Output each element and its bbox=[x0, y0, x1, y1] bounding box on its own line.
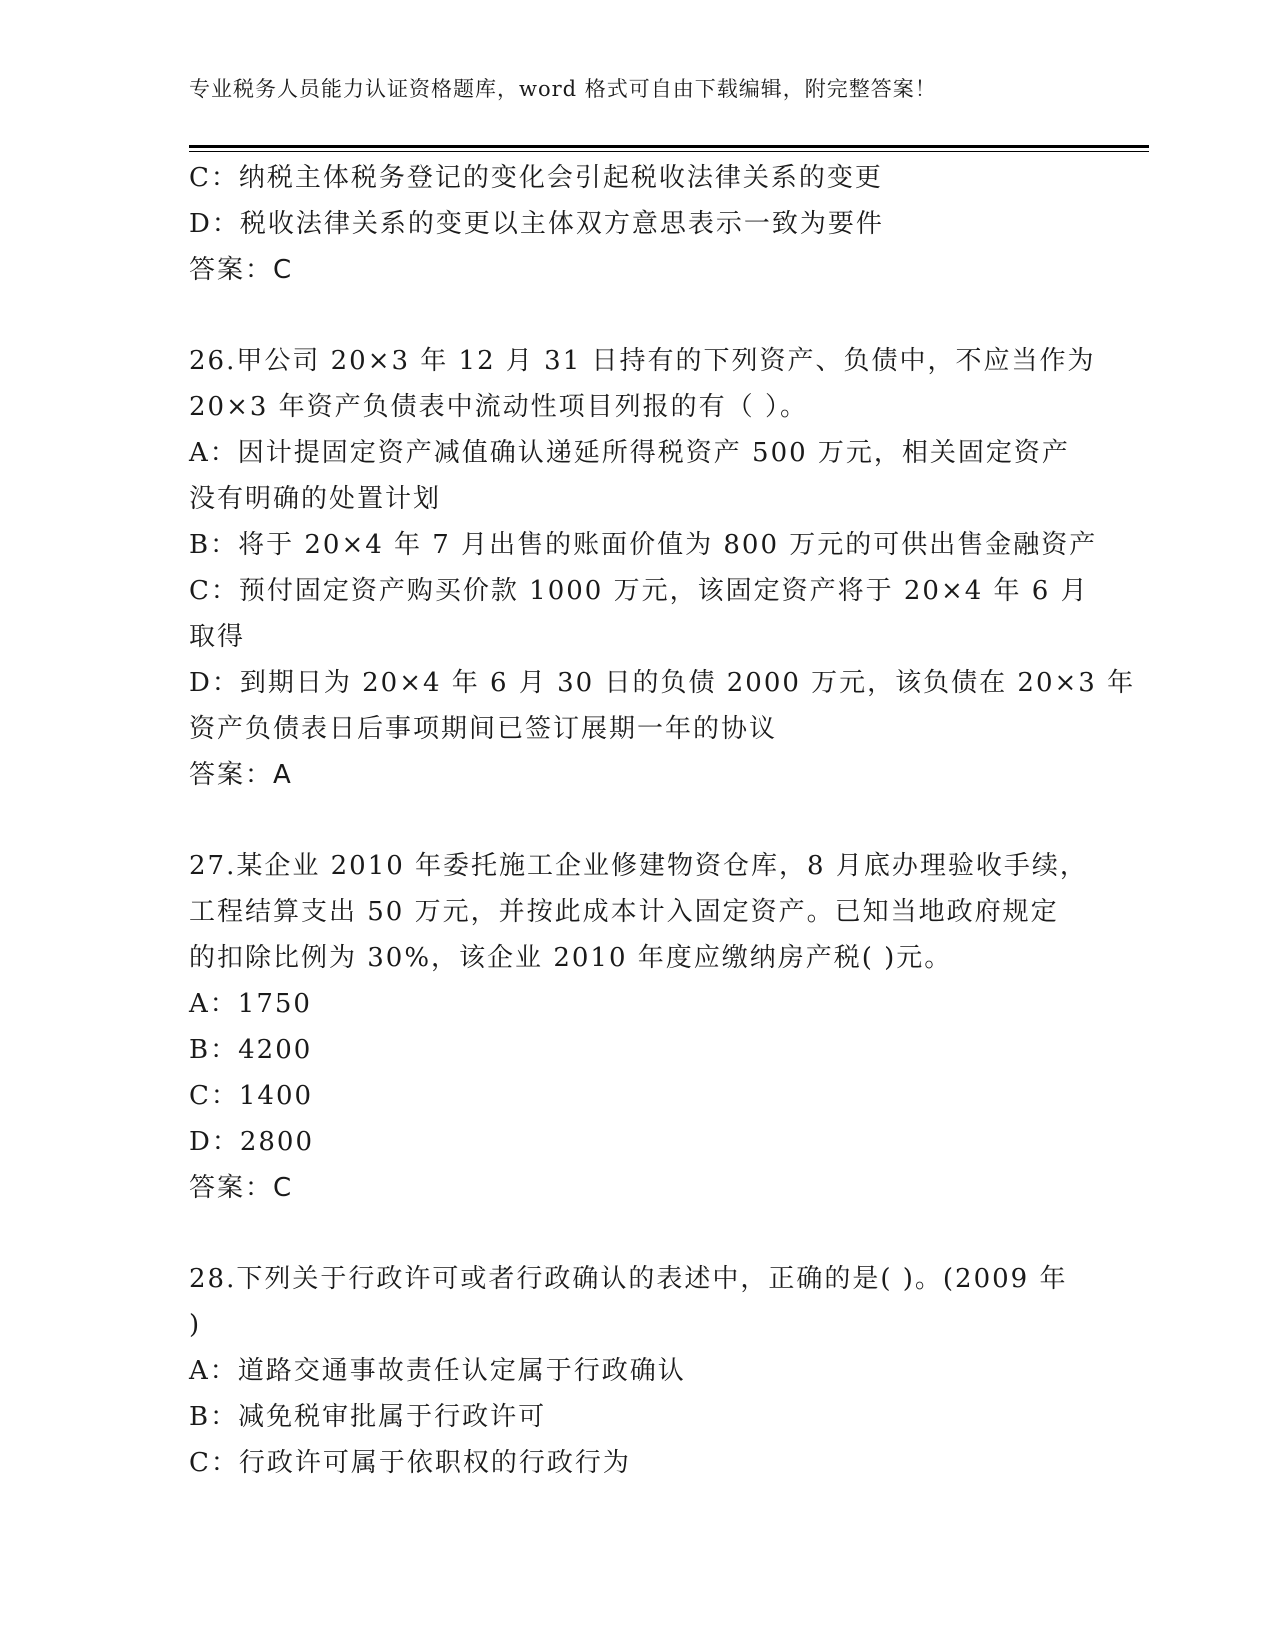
question-stem-line: 的扣除比例为 30%，该企业 2010 年度应缴纳房产税( )元。 bbox=[189, 943, 953, 973]
option-b: B：4200 bbox=[189, 1035, 313, 1065]
option-a-continued: 没有明确的处置计划 bbox=[189, 484, 442, 514]
spacer bbox=[189, 798, 1089, 843]
question-27 bbox=[189, 843, 1089, 1211]
option-d: D：2800 bbox=[189, 1127, 315, 1157]
option-c: C：行政许可属于依职权的行政行为 bbox=[189, 1448, 631, 1478]
option-c: C：1400 bbox=[189, 1081, 314, 1111]
answer: 答案：C bbox=[189, 255, 294, 285]
option-d: D：税收法律关系的变更以主体双方意思表示一致为要件 bbox=[189, 209, 884, 239]
option-b: B：减免税审批属于行政许可 bbox=[189, 1402, 547, 1432]
question-26 bbox=[189, 338, 1136, 798]
question-stem-line: 20×3 年资产负债表中流动性项目列报的有（ ）。 bbox=[189, 392, 808, 422]
option-a: A：因计提固定资产减值确认递延所得税资产 500 万元，相关固定资产 bbox=[189, 438, 1070, 468]
option-b: B：将于 20×4 年 7 月出售的账面价值为 800 万元的可供出售金融资产 bbox=[189, 530, 1098, 560]
option-c-continued: 取得 bbox=[189, 622, 246, 652]
question-stem-line: 27.某企业 2010 年委托施工企业修建物资仓库，8 月底办理验收手续， bbox=[189, 851, 1088, 881]
option-d-continued: 资产负债表日后事项期间已签订展期一年的协议 bbox=[189, 714, 778, 744]
option-a: A：1750 bbox=[189, 989, 312, 1019]
answer: 答案：C bbox=[189, 1173, 294, 1203]
question-stem-line: ) bbox=[189, 1310, 202, 1340]
option-c: C：纳税主体税务登记的变化会引起税收法律关系的变更 bbox=[189, 163, 883, 193]
header-rule-thick bbox=[189, 145, 1149, 148]
answer: 答案：A bbox=[189, 760, 293, 790]
option-c: C：预付固定资产购买价款 1000 万元，该固定资产将于 20×4 年 6 月 bbox=[189, 576, 1089, 606]
question-stem-line: 28.下列关于行政许可或者行政确认的表述中，正确的是( )。(2009 年 bbox=[189, 1264, 1068, 1294]
option-a: A：道路交通事故责任认定属于行政确认 bbox=[189, 1356, 686, 1386]
question-content bbox=[189, 155, 1136, 1486]
header-rule-thin bbox=[189, 151, 1149, 152]
question-stem-line: 工程结算支出 50 万元，并按此成本计入固定资产。已知当地政府规定 bbox=[189, 897, 1059, 927]
question-stem-line: 26.甲公司 20×3 年 12 月 31 日持有的下列资产、负债中，不应当作为 bbox=[189, 346, 1096, 376]
option-d: D：到期日为 20×4 年 6 月 30 日的负债 2000 万元，该负债在 20×3 年 bbox=[189, 668, 1136, 698]
spacer bbox=[189, 1211, 1089, 1256]
spacer bbox=[189, 293, 1089, 338]
page-header: 专业税务人员能力认证资格题库，word 格式可自由下载编辑，附完整答案！ bbox=[189, 77, 937, 101]
question-28 bbox=[189, 1256, 1089, 1486]
prev-question-block bbox=[189, 155, 1089, 293]
